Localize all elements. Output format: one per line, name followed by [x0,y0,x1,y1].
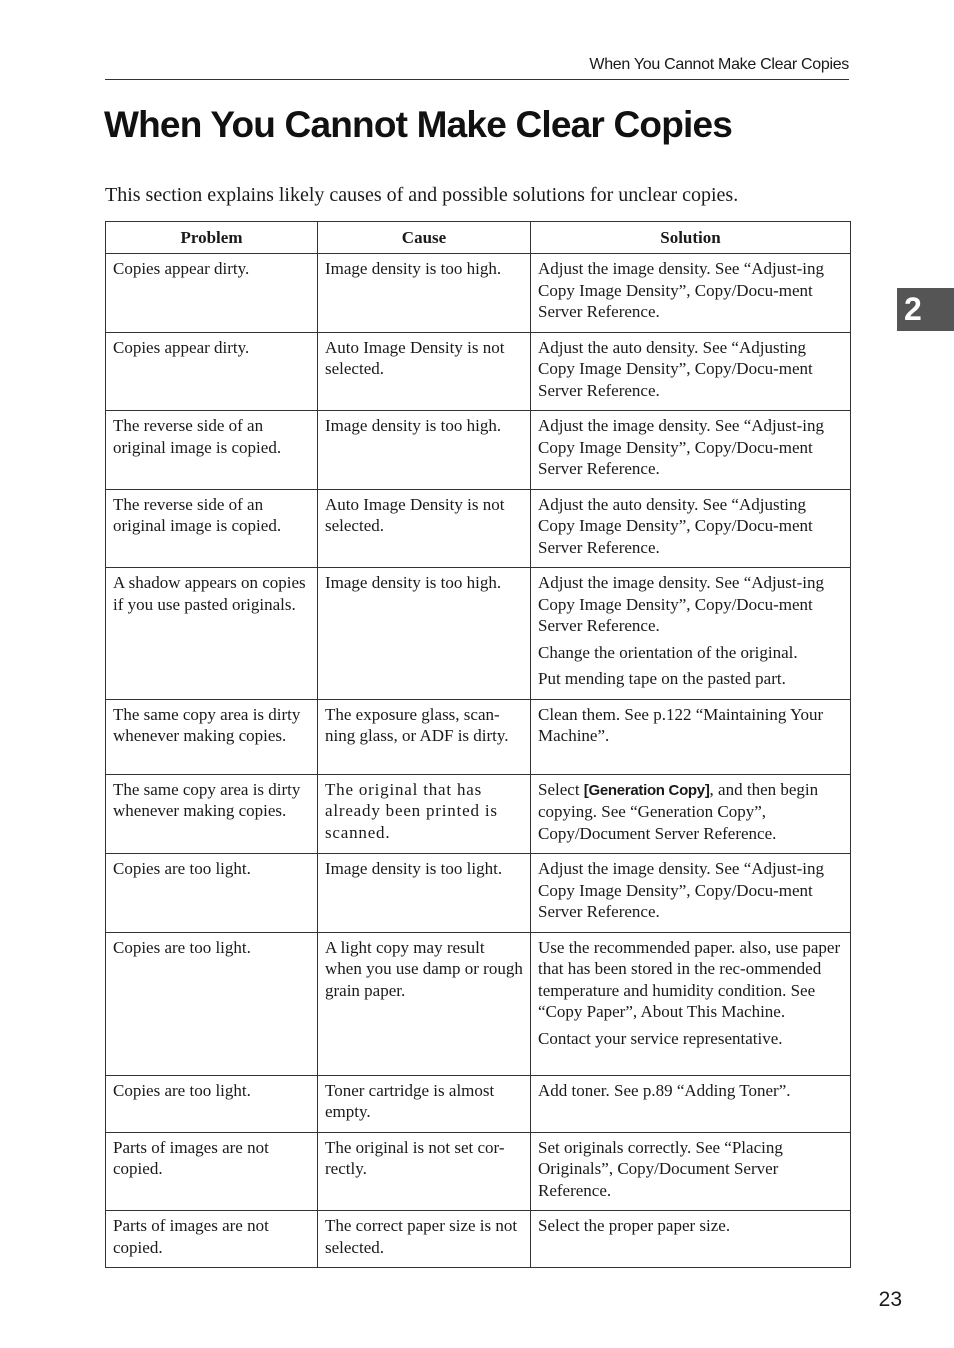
cause-cell: A light copy may result when you use damp or rough grain paper. [318,932,531,1075]
solution-suffix: , and then begin copying. See “Generation Copy”, Copy/Document Server Reference. [538,779,819,843]
table-row [106,489,851,568]
solution-cell [531,854,851,933]
cause-cell: Image density is too light. [318,854,531,933]
table-row [106,774,851,854]
cause-cell: The original is not set cor-rectly. [318,1132,531,1211]
table-header-row [106,222,851,254]
solution-text [538,779,844,845]
problem-cell: A shadow appears on copies if you use pasted originals. [106,568,318,700]
solution-cell [531,774,851,854]
solution-text: Adjust the auto density. See “Adjusting Copy Image Density”, Copy/Docu-ment Server Reference. [538,494,813,557]
column-header-cause: Cause [318,222,531,254]
solution-cell [531,699,851,774]
page-title: When You Cannot Make Clear Copies [104,104,733,145]
solution-cell [531,1211,851,1268]
problem-cell: The reverse side of an original image is copied. [106,489,318,568]
chapter-tab: 2 [897,288,954,331]
page-number: 23 [878,1288,902,1311]
problem-cell: Parts of images are not copied. [106,1211,318,1268]
solution-cell [531,1075,851,1132]
troubleshooting-table [105,221,851,1268]
cause-cell: The correct paper size is not selected. [318,1211,531,1268]
cause-cell: Image density is too high. [318,411,531,490]
problem-cell: Copies are too light. [106,1075,318,1132]
table-row [106,1075,851,1132]
solution-text: Adjust the image density. See “Adjust-ing Copy Image Density”, Copy/Docu-ment Server Reference. [538,573,824,635]
problem-cell: Parts of images are not copied. [106,1132,318,1211]
cause-cell: The original that has already been printed is scanned. [318,774,531,854]
running-header: When You Cannot Make Clear Copies [589,56,849,73]
header-rule [105,79,849,80]
solution-text: Adjust the image density. See “Adjust-ing Copy Image Density”, Copy/Docu-ment Server Reference. [538,859,824,921]
solution-text: Adjust the image density. See “Adjust-ing Copy Image Density”, Copy/Docu-ment Server Reference. [538,259,824,321]
solution-cell [531,411,851,490]
cause-cell: Toner cartridge is almost empty. [318,1075,531,1132]
solution-text: Contact your service representative. [538,1028,783,1048]
table-row [106,568,851,700]
intro-paragraph: This section explains likely causes of and possible solutions for unclear copies. [105,184,739,206]
table-row [106,254,851,333]
table-row [106,1211,851,1268]
cause-cell: The exposure glass, scan-ning glass, or ADF is dirty. [318,699,531,774]
problem-cell: Copies are too light. [106,932,318,1075]
solution-text: Clean them. See p.122 “Maintaining Your Machine”. [538,704,824,745]
table-row [106,932,851,1075]
solution-cell [531,1132,851,1211]
solution-text: Put mending tape on the pasted part. [538,669,786,688]
solution-text: Use the recommended paper. also, use paper that has been stored in the rec-ommended temperature and humidity condition. See “Copy Paper”, About This Machine. [538,937,841,1021]
solution-text: Select the proper paper size. [538,1216,731,1235]
problem-cell: The reverse side of an original image is copied. [106,411,318,490]
problem-cell: The same copy area is dirty whenever making copies. [106,699,318,774]
cause-cell: Auto Image Density is not selected. [318,332,531,411]
solution-cell [531,932,851,1075]
cause-cell: Image density is too high. [318,568,531,700]
problem-cell: Copies appear dirty. [106,254,318,333]
table-row [106,699,851,774]
table-row [106,332,851,411]
solution-text: Set originals correctly. See “Placing Originals”, Copy/Document Server Reference. [538,1137,783,1200]
solution-cell [531,332,851,411]
problem-cell: The same copy area is dirty whenever making copies. [106,774,318,854]
solution-text: Change the orientation of the original. [538,642,798,662]
solution-prefix: Select [538,779,584,799]
table-row [106,411,851,490]
problem-cell: Copies are too light. [106,854,318,933]
generation-copy-key-label: [Generation Copy] [583,781,710,799]
solution-text: Add toner. See p.89 “Adding Toner”. [538,1080,791,1100]
table-row [106,1132,851,1211]
problem-cell: Copies appear dirty. [106,332,318,411]
column-header-problem: Problem [106,222,318,254]
solution-cell [531,568,851,700]
solution-text: Adjust the image density. See “Adjust-ing Copy Image Density”, Copy/Docu-ment Server Reference. [538,416,824,478]
solution-cell [531,254,851,333]
table-row [106,854,851,933]
solution-text: Adjust the auto density. See “Adjusting Copy Image Density”, Copy/Docu-ment Server Reference. [538,337,813,400]
cause-cell: Auto Image Density is not selected. [318,489,531,568]
column-header-solution: Solution [531,222,851,254]
cause-cell: Image density is too high. [318,254,531,333]
solution-cell [531,489,851,568]
